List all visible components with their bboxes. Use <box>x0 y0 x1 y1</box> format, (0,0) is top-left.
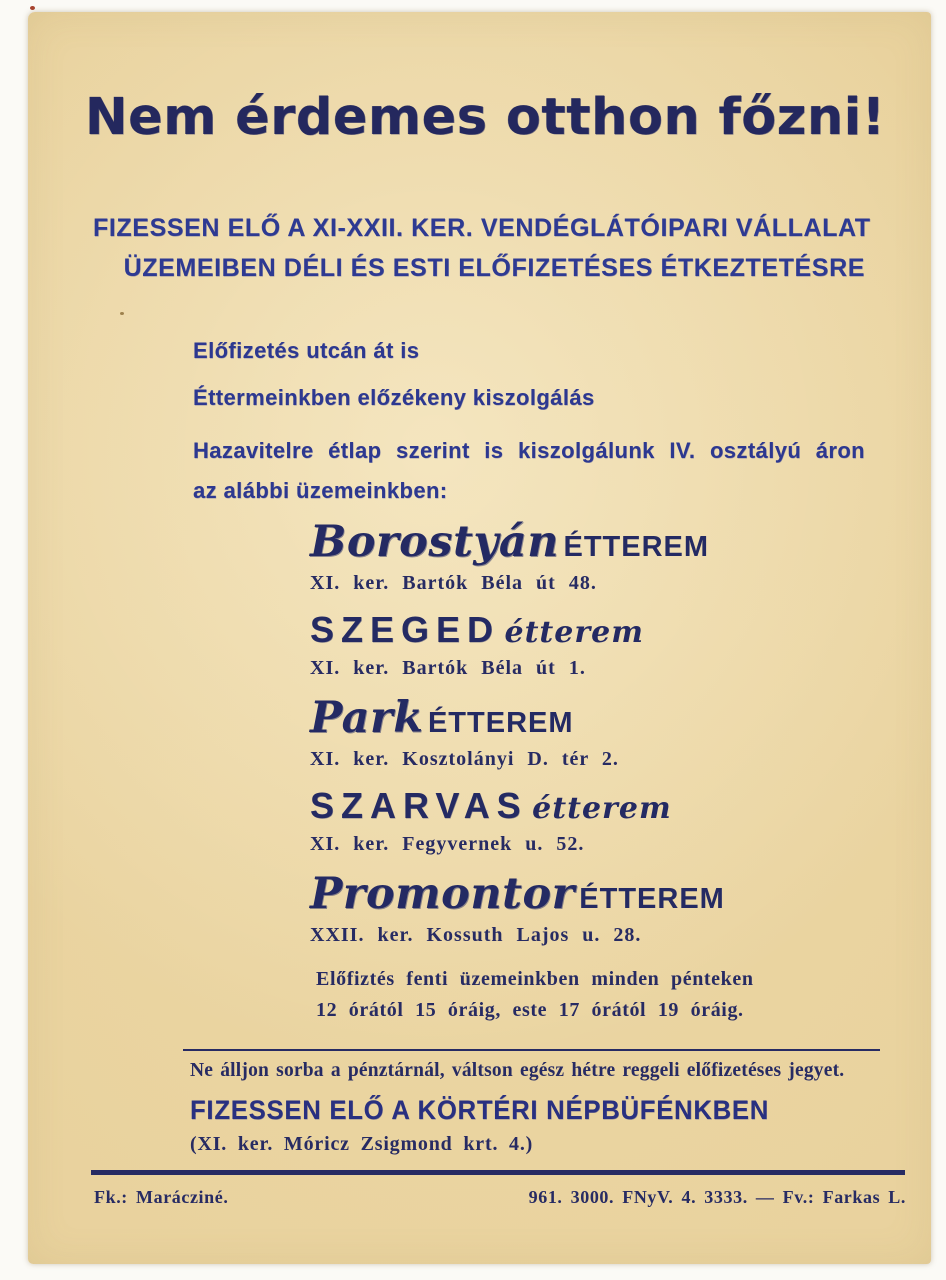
subtitle-line-1: FIZESSEN ELŐ A XI-XXII. KER. VENDÉGLÁTÓIPARI VÁLLALAT <box>93 214 871 242</box>
footer-divider-rule <box>91 1170 905 1175</box>
restaurant-name-line <box>310 517 725 567</box>
restaurant-suffix: ÉTTEREM <box>579 883 725 915</box>
scan-speck <box>30 6 35 10</box>
poster-subtitle <box>93 208 871 288</box>
restaurant-item <box>310 517 725 595</box>
restaurant-name: Borostyán <box>310 517 560 567</box>
restaurant-address: XI. ker. Fegyvernek u. 52. <box>310 833 585 855</box>
restaurant-list <box>310 517 725 960</box>
restaurant-name: Park <box>310 693 424 743</box>
intro-line-1: Előfizetés utcán át is <box>193 338 420 363</box>
intro-line-2: Éttermeinkben előzékeny kiszolgálás <box>193 385 595 410</box>
restaurant-suffix: ÉTTEREM <box>563 531 710 563</box>
restaurant-item <box>310 693 725 771</box>
subtitle-line-2: ÜZEMEIBEN DÉLI ÉS ESTI ELŐFIZETÉSES ÉTKEZTETÉSRE <box>123 254 865 282</box>
restaurant-suffix: étterem <box>504 615 645 650</box>
restaurant-suffix: ÉTTEREM <box>427 707 574 739</box>
restaurant-address: XI. ker. Kosztolányi D. tér 2. <box>310 748 619 770</box>
imprint-publisher: Fk.: Marácziné. <box>94 1187 229 1207</box>
paper-speck <box>120 312 124 315</box>
queue-note: Ne álljon sorba a pénztárnál, váltson egész hétre reggeli előfizetéses jegyet. <box>190 1060 845 1081</box>
restaurant-item <box>310 784 725 856</box>
kortereri-cta: FIZESSEN ELŐ A KÖRTÉRI NÉPBÜFÉNKBEN <box>190 1095 770 1125</box>
flyer-paper <box>28 12 931 1264</box>
restaurant-item <box>310 869 725 947</box>
restaurant-name: Promontor <box>310 869 575 919</box>
restaurant-address: XI. ker. Bartók Béla út 1. <box>310 657 586 679</box>
restaurant-name-line <box>310 869 725 919</box>
restaurant-address: XXII. ker. Kossuth Lajos u. 28. <box>310 924 642 946</box>
thin-divider-rule <box>183 1049 880 1051</box>
restaurant-item <box>310 608 725 680</box>
imprint-print-info: 961. 3000. FNyV. 4. 3333. — Fv.: Farkas L. <box>528 1187 906 1207</box>
imprint-footer <box>94 1187 906 1208</box>
poster-title: Nem érdemes otthon főzni! <box>85 88 886 147</box>
restaurant-suffix: étterem <box>532 791 672 826</box>
intro-line-4: az alábbi üzemeinkben: <box>193 478 448 503</box>
schedule-line-1: Előfiztés fenti üzemeinkben minden pénteken <box>316 968 754 990</box>
restaurant-address: XI. ker. Bartók Béla út 48. <box>310 572 597 594</box>
intro-line-3: Hazavitelre étlap szerint is kiszolgálunk IV. osztályú áron <box>193 438 865 463</box>
restaurant-name: SZARVAS <box>310 785 528 826</box>
kortereri-cta-address: (XI. ker. Móricz Zsigmond krt. 4.) <box>190 1133 534 1155</box>
restaurant-name-line <box>310 608 725 652</box>
restaurant-name-line <box>310 784 725 828</box>
restaurant-name: SZEGED <box>310 609 501 650</box>
subscription-schedule <box>316 964 754 1026</box>
schedule-line-2: 12 órától 15 óráig, este 17 órától 19 óráig. <box>316 999 744 1021</box>
restaurant-name-line <box>310 693 725 743</box>
